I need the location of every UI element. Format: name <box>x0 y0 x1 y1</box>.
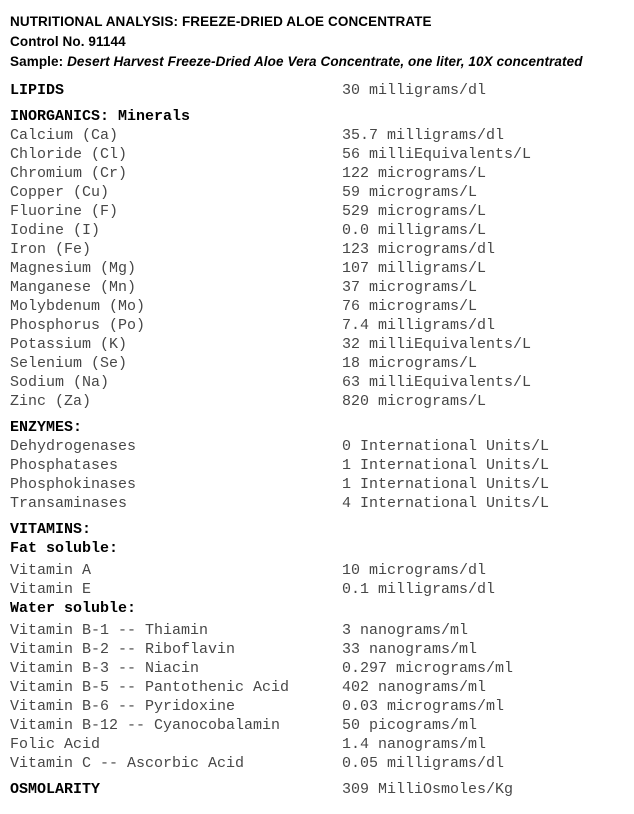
section-title: Fat soluble: <box>10 540 119 557</box>
analyte-label: Vitamin B-3 -- Niacin <box>10 660 200 677</box>
analyte-value: 1 International Units/L <box>342 476 550 493</box>
analyte-value: 1.4 nanograms/ml <box>342 736 487 753</box>
sample-label: Sample: <box>10 54 68 69</box>
analyte-label: Vitamin A <box>10 562 92 579</box>
analyte-row-folic-acid <box>10 735 628 754</box>
analyte-row-potassium <box>10 335 628 354</box>
analyte-value: 309 MilliOsmoles/Kg <box>342 781 514 798</box>
analyte-label: Magnesium (Mg) <box>10 260 137 277</box>
analyte-value: 0.0 milligrams/L <box>342 222 487 239</box>
analyte-label: Folic Acid <box>10 736 101 753</box>
analyte-value: 32 milliEquivalents/L <box>342 336 532 353</box>
analyte-row-phosphatases <box>10 456 628 475</box>
analyte-value: 529 micrograms/L <box>342 203 487 220</box>
analyte-label: Dehydrogenases <box>10 438 137 455</box>
analyte-value: 59 micrograms/L <box>342 184 478 201</box>
document-title: NUTRITIONAL ANALYSIS: FREEZE-DRIED ALOE CONCENTRATE <box>10 14 432 29</box>
analyte-value: 63 milliEquivalents/L <box>342 374 532 391</box>
analyte-row-vitamin-c <box>10 754 628 773</box>
section-title: INORGANICS: Minerals <box>10 108 191 125</box>
analyte-row-fluorine <box>10 202 628 221</box>
analyte-row-calcium <box>10 126 628 145</box>
analyte-label: OSMOLARITY <box>10 781 101 798</box>
section-heading-enzymes <box>10 418 628 437</box>
analyte-value: 50 picograms/ml <box>342 717 478 734</box>
sample-description: Desert Harvest Freeze-Dried Aloe Vera Concentrate, one liter, 10X concentrated <box>67 54 583 69</box>
analyte-row-vitamin-b2 <box>10 640 628 659</box>
subsection-heading-water-soluble <box>10 599 628 618</box>
analyte-row-manganese <box>10 278 628 297</box>
analyte-label: Vitamin B-5 -- Pantothenic Acid <box>10 679 290 696</box>
analyte-value: 7.4 milligrams/dl <box>342 317 496 334</box>
analyte-row-dehydrogenases <box>10 437 628 456</box>
analyte-label: Manganese (Mn) <box>10 279 137 296</box>
analyte-row-magnesium <box>10 259 628 278</box>
section-title: ENZYMES: <box>10 419 83 436</box>
analyte-row-iron <box>10 240 628 259</box>
analyte-row-zinc <box>10 392 628 411</box>
analyte-row-copper <box>10 183 628 202</box>
analyte-label: Molybdenum (Mo) <box>10 298 146 315</box>
analyte-row-vitamin-b12 <box>10 716 628 735</box>
analyte-row-vitamin-b1 <box>10 621 628 640</box>
analyte-label: Copper (Cu) <box>10 184 110 201</box>
analyte-row-lipids <box>10 81 628 100</box>
analyte-row-phosphorus <box>10 316 628 335</box>
section-heading-vitamins <box>10 520 628 539</box>
analyte-value: 56 milliEquivalents/L <box>342 146 532 163</box>
analyte-label: Selenium (Se) <box>10 355 128 372</box>
analysis-table <box>10 81 628 799</box>
analyte-row-transaminases <box>10 494 628 513</box>
analyte-value: 820 micrograms/L <box>342 393 487 410</box>
analyte-label: Vitamin B-6 -- Pyridoxine <box>10 698 236 715</box>
analyte-label: Vitamin B-12 -- Cyanocobalamin <box>10 717 281 734</box>
analyte-row-vitamin-b5 <box>10 678 628 697</box>
analyte-row-vitamin-a <box>10 561 628 580</box>
analyte-row-iodine <box>10 221 628 240</box>
analyte-label: Iodine (I) <box>10 222 101 239</box>
analyte-value: 1 International Units/L <box>342 457 550 474</box>
analyte-label: Zinc (Za) <box>10 393 92 410</box>
analyte-label: Potassium (K) <box>10 336 128 353</box>
analyte-label: Phosphorus (Po) <box>10 317 146 334</box>
analyte-label: Vitamin E <box>10 581 92 598</box>
section-title: Water soluble: <box>10 600 137 617</box>
sample-line <box>10 52 628 72</box>
analyte-row-vitamin-b6 <box>10 697 628 716</box>
analyte-label: Transaminases <box>10 495 128 512</box>
analyte-value: 10 micrograms/dl <box>342 562 487 579</box>
section-heading-inorganics <box>10 107 628 126</box>
analyte-label: Chromium (Cr) <box>10 165 128 182</box>
control-number: Control No. 91144 <box>10 34 126 49</box>
analyte-value: 37 micrograms/L <box>342 279 478 296</box>
analyte-label: LIPIDS <box>10 82 65 99</box>
analyte-row-vitamin-b3 <box>10 659 628 678</box>
analyte-value: 107 milligrams/L <box>342 260 487 277</box>
analyte-label: Phosphatases <box>10 457 119 474</box>
analyte-value: 30 milligrams/dl <box>342 82 487 99</box>
analyte-value: 402 nanograms/ml <box>342 679 487 696</box>
section-title: VITAMINS: <box>10 521 92 538</box>
analyte-row-sodium <box>10 373 628 392</box>
analyte-label: Calcium (Ca) <box>10 127 119 144</box>
analyte-label: Vitamin B-2 -- Riboflavin <box>10 641 236 658</box>
analyte-label: Chloride (Cl) <box>10 146 128 163</box>
subsection-heading-fat-soluble <box>10 539 628 558</box>
analyte-value: 0.1 milligrams/dl <box>342 581 496 598</box>
analyte-value: 4 International Units/L <box>342 495 550 512</box>
analyte-value: 18 micrograms/L <box>342 355 478 372</box>
analyte-row-vitamin-e <box>10 580 628 599</box>
analyte-label: Sodium (Na) <box>10 374 110 391</box>
analyte-label: Vitamin C -- Ascorbic Acid <box>10 755 245 772</box>
analyte-row-chromium <box>10 164 628 183</box>
analyte-value: 0.297 micrograms/ml <box>342 660 514 677</box>
analyte-row-phosphokinases <box>10 475 628 494</box>
analyte-value: 76 micrograms/L <box>342 298 478 315</box>
analyte-value: 0.03 micrograms/ml <box>342 698 505 715</box>
analyte-value: 0 International Units/L <box>342 438 550 455</box>
analyte-label: Fluorine (F) <box>10 203 119 220</box>
analyte-label: Phosphokinases <box>10 476 137 493</box>
analyte-value: 0.05 milligrams/dl <box>342 755 505 772</box>
analyte-value: 123 micrograms/dl <box>342 241 496 258</box>
analyte-value: 122 micrograms/L <box>342 165 487 182</box>
document-header <box>10 12 628 72</box>
analyte-row-molybdenum <box>10 297 628 316</box>
analyte-value: 3 nanograms/ml <box>342 622 469 639</box>
analyte-row-osmolarity <box>10 780 628 799</box>
analyte-row-chloride <box>10 145 628 164</box>
analyte-label: Vitamin B-1 -- Thiamin <box>10 622 209 639</box>
analyte-value: 33 nanograms/ml <box>342 641 478 658</box>
analyte-row-selenium <box>10 354 628 373</box>
analyte-label: Iron (Fe) <box>10 241 92 258</box>
analyte-value: 35.7 milligrams/dl <box>342 127 505 144</box>
